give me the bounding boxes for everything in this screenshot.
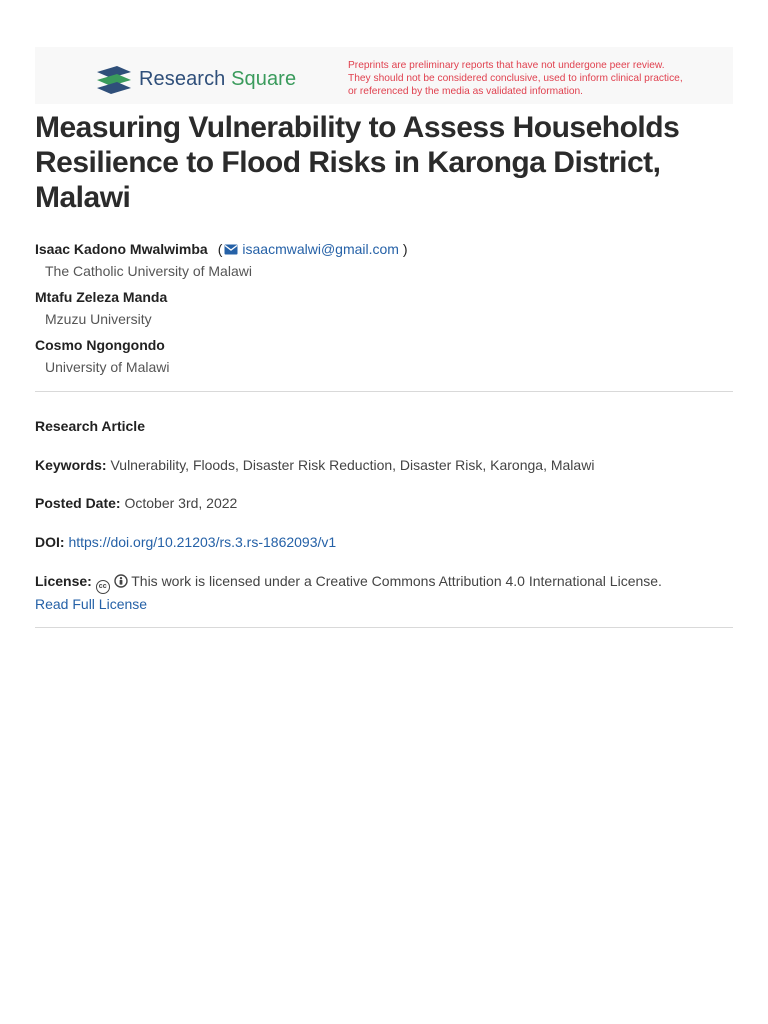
license-row: [35, 571, 735, 614]
disclaimer-line: They should not be considered conclusive, used to inform clinical practice,: [348, 73, 683, 84]
doi-link[interactable]: https://doi.org/10.21203/rs.3.rs-1862093/v1: [68, 534, 337, 550]
keywords-label: Keywords:: [35, 457, 107, 473]
title-line: Malawi: [35, 181, 131, 214]
author-list: [35, 237, 735, 381]
research-square-logo-icon: [95, 64, 133, 94]
license-label: License:: [35, 573, 92, 589]
logo-wordmark: Research Square: [139, 67, 297, 90]
email-link[interactable]: isaacmwalwi@gmail.com: [242, 241, 399, 257]
doi-row: [35, 532, 735, 552]
doi-label: DOI:: [35, 534, 65, 550]
keywords-value: Vulnerability, Floods, Disaster Risk Reduction, Disaster Risk, Karonga, Malawi: [110, 457, 595, 473]
posted-date-label: Posted Date:: [35, 495, 121, 511]
preprint-banner: [35, 47, 733, 104]
title-line: Measuring Vulnerability to Assess Households: [35, 111, 680, 144]
license-text: This work is licensed under a Creative Commons Attribution 4.0 International License.: [131, 573, 662, 589]
divider: [35, 391, 733, 392]
posted-date-value: October 3rd, 2022: [124, 495, 238, 511]
author-name: Isaac Kadono Mwalwimba ( isaacmwalwi@gmail.com ): [35, 241, 408, 257]
preprint-disclaimer: [348, 59, 728, 98]
posted-date-row: [35, 493, 735, 513]
research-square-logo[interactable]: [95, 64, 296, 94]
by-attribution-icon: [114, 574, 128, 588]
author-email: ( isaacmwalwi@gmail.com ): [217, 241, 408, 257]
envelope-icon: [224, 244, 238, 255]
disclaimer-line: Preprints are preliminary reports that have not undergone peer review.: [348, 60, 665, 71]
divider: [35, 627, 733, 628]
cc-icon: cc: [96, 580, 110, 594]
author-name: Mtafu Zeleza Manda: [35, 289, 168, 305]
keywords-row: [35, 455, 735, 475]
article-title: [35, 110, 735, 215]
author-affiliation: The Catholic University of Malawi: [45, 263, 252, 279]
author-affiliation: Mzuzu University: [45, 311, 152, 327]
author-affiliation: University of Malawi: [45, 359, 170, 375]
author-name: Cosmo Ngongondo: [35, 337, 165, 353]
read-full-license-link[interactable]: Read Full License: [35, 596, 148, 612]
disclaimer-line: or referenced by the media as validated information.: [348, 86, 584, 97]
article-type: Research Article: [35, 418, 145, 434]
title-line: Resilience to Flood Risks in Karonga District,: [35, 146, 661, 179]
